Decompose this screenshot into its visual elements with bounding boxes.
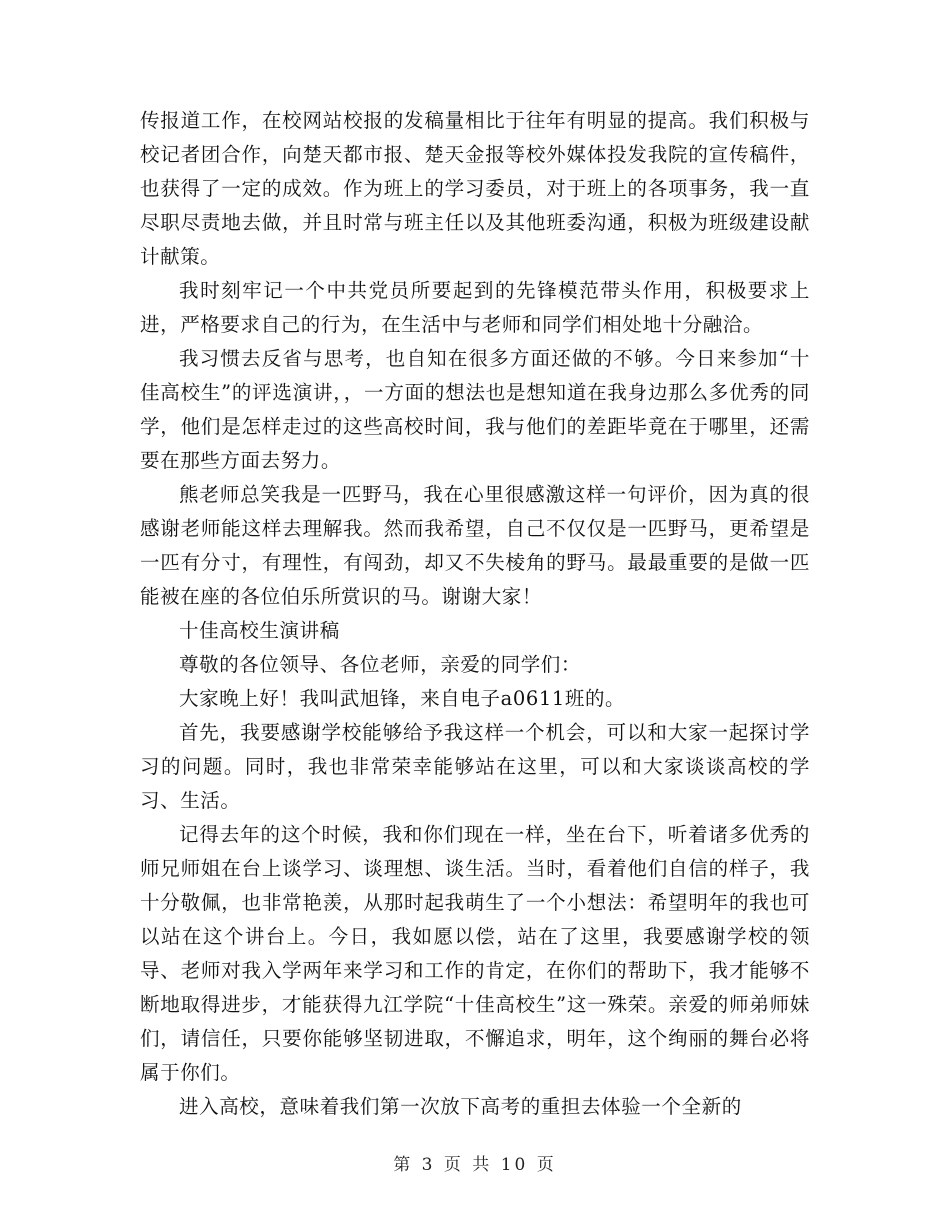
greeting: 大家晚上好！我叫武旭锋，来自电子a0611班的。 xyxy=(179,687,626,710)
paragraph-9: 记得去年的这个时候，我和你们现在一样，坐在台下，听着诸多优秀的师兄师姐在台上谈学习、谈理想、谈生活。当时，看着他们自信的样子，我十分敬佩，也非常艳羡，从那时起我萌生了一个小想法：希望明年的我也可以站在这个讲台上。今日，我如愿以偿，站在了这里，我要感谢学校的领导、老师对我入学两年来学习和工作的肯定，在你们的帮助下，我才能够不断地取得进步，才能获得九江学院“十佳高校生”这一殊荣。亲爱的师弟师妹们，请信任，只要你能够坚韧进取，不懈追求，明年，这个绚丽的舞台必将属于你们。 xyxy=(140,823,810,1084)
paragraph-2: 我时刻牢记一个中共党员所要起到的先锋模范带头作用，积极要求上进，严格要求自己的行为，在生活中与老师和同学们相处地十分融洽。 xyxy=(140,279,810,336)
paragraph-4: 熊老师总笑我是一匹野马，我在心里很感激这样一句评价，因为真的很感谢老师能这样去理解我。然而我希望，自己不仅仅是一匹野马，更希望是一匹有分寸，有理性，有闯劲，却又不失棱角的野马。最最重要的是做一匹能被在座的各位伯乐所赏识的马。谢谢大家！ xyxy=(140,483,810,608)
salutation: 尊敬的各位领导、各位老师，亲爱的同学们： xyxy=(179,653,582,676)
paragraph-1: 传报道工作，在校网站校报的发稿量相比于往年有明显的提高。我们积极与校记者团合作，向楚天都市报、楚天金报等校外媒体投发我院的宣传稿件，也获得了一定的成效。作为班上的学习委员，对于班上的各项事务，我一直尽职尽责地去做，并且时常与班主任以及其他班委沟通，积极为班级建设献计献策。 xyxy=(140,109,810,268)
speech-title: 十佳高校生演讲稿 xyxy=(179,619,340,642)
paragraph-3: 我习惯去反省与思考，也自知在很多方面还做的不够。今日来参加“十佳高校生”的评选演讲，，一方面的想法也是想知道在我身边那么多优秀的同学，他们是怎样走过的这些高校时间，我与他们的差距毕竟在于哪里，还需要在那些方面去努力。 xyxy=(140,347,810,472)
page-number-footer: 第 3 页 共 10 页 xyxy=(393,1155,557,1175)
paragraph-10: 进入高校，意味着我们第一次放下高考的重担去体验一个全新的 xyxy=(179,1095,742,1118)
paragraph-8: 首先，我要感谢学校能够给予我这样一个机会，可以和大家一起探讨学习的问题。同时，我也非常荣幸能够站在这里，可以和大家谈谈高校的学习、生活。 xyxy=(140,721,810,812)
document-body xyxy=(140,104,810,1124)
